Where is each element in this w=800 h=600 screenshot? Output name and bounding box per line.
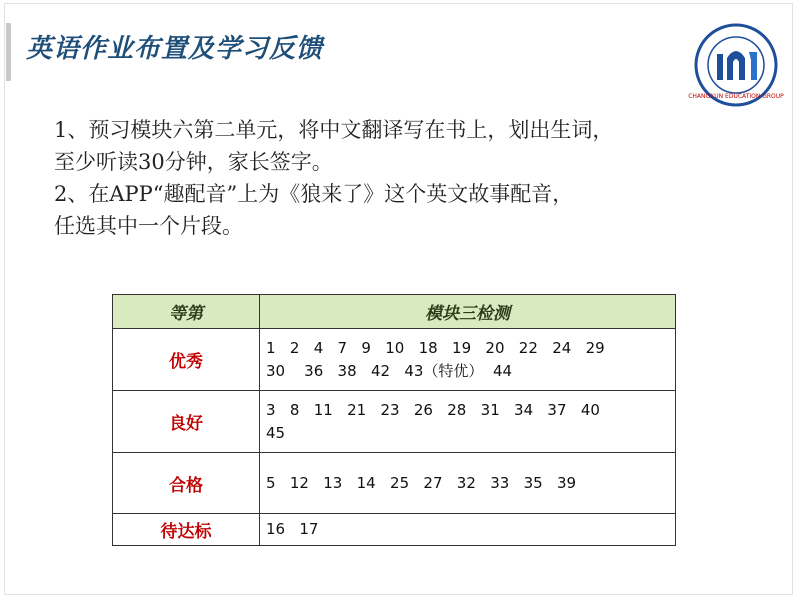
numbers-line: 16 17 [266, 520, 319, 538]
header-module-test: 模块三检测 [260, 295, 676, 329]
level-cell: 合格 [113, 453, 260, 514]
title-accent-bar [6, 23, 11, 81]
table-row [113, 391, 676, 453]
student-numbers-cell [260, 514, 676, 546]
school-logo [688, 22, 784, 108]
level-cell: 良好 [113, 391, 260, 453]
logo-text: CHANGXUN EDUCATION GROUP [688, 93, 784, 100]
numbers-line: 1 2 4 7 9 10 18 19 20 22 24 29 [266, 338, 605, 357]
student-numbers-cell [260, 391, 676, 453]
table-row [113, 329, 676, 391]
numbers-line: 30 36 38 42 43（特优） 44 [266, 361, 513, 380]
student-numbers-cell [260, 329, 676, 391]
slide-title: 英语作业布置及学习反馈 [26, 34, 324, 64]
assignment-1-line-2: 至少听读30分钟，家长签字。 [54, 150, 333, 174]
numbers-line: 3 8 11 21 23 26 28 31 34 37 40 [266, 400, 600, 419]
assignment-1-line-1: 1、预习模块六第二单元，将中文翻译写在书上，划出生词， [54, 118, 614, 142]
table-row [113, 453, 676, 514]
table-row [113, 514, 676, 546]
assignment-list [54, 114, 774, 242]
student-numbers-cell [260, 453, 676, 514]
assignment-2-line-2: 任选其中一个片段。 [54, 214, 243, 238]
numbers-line: 5 12 13 14 25 27 32 33 35 39 [266, 473, 577, 492]
level-cell: 待达标 [113, 514, 260, 546]
results-table [112, 294, 676, 546]
header-grade: 等第 [113, 295, 260, 329]
numbers-line: 45 [266, 423, 286, 442]
assignment-2-line-1: 2、在APP“趣配音”上为《狼来了》这个英文故事配音， [54, 182, 574, 206]
table-header-row [113, 295, 676, 329]
level-cell: 优秀 [113, 329, 260, 391]
